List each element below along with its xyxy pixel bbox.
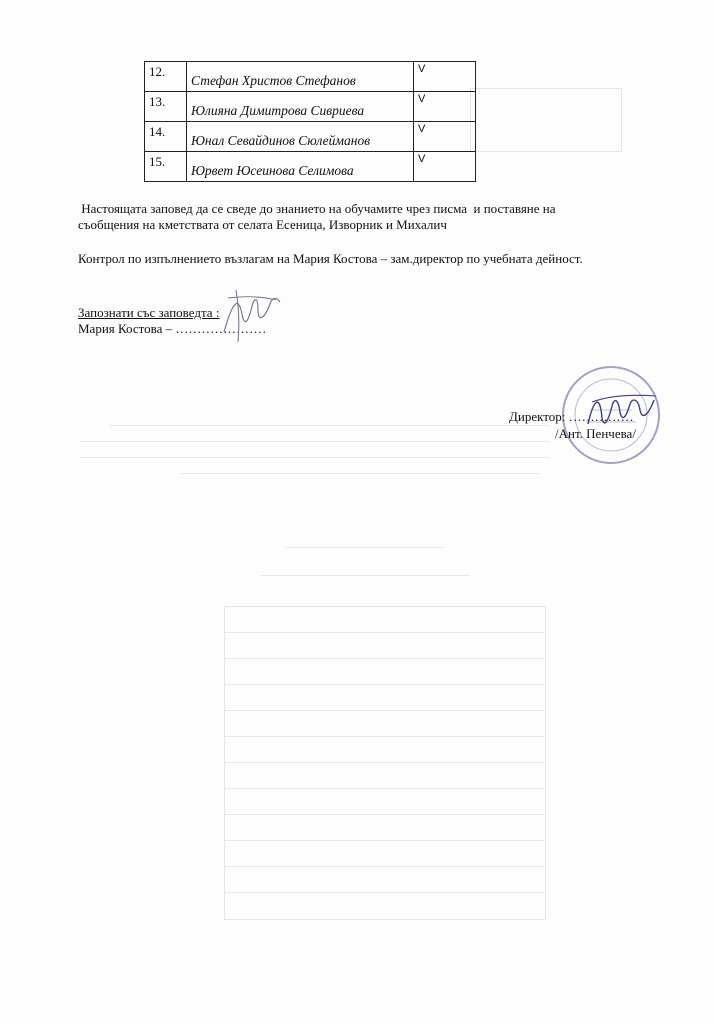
bleed-through-header-box xyxy=(470,88,622,152)
bleed-through-line xyxy=(224,814,544,815)
bleed-through-line xyxy=(224,658,544,659)
table-row xyxy=(145,152,476,182)
row-number: 14. xyxy=(145,122,187,152)
acknowledged-person: Мария Костова – ………………… xyxy=(78,321,267,336)
bleed-through-line xyxy=(224,736,544,737)
student-name: Стефан Христов Стефанов xyxy=(187,62,414,92)
row-number: 15. xyxy=(145,152,187,182)
check-mark: V xyxy=(414,122,476,152)
table-row xyxy=(145,62,476,92)
check-mark: V xyxy=(414,62,476,92)
bleed-through-line xyxy=(110,425,550,426)
bleed-through-line xyxy=(224,762,544,763)
bleed-through-line xyxy=(285,547,445,548)
row-number: 12. xyxy=(145,62,187,92)
acknowledged-heading: Запознати със заповедта : xyxy=(78,305,220,320)
bleed-through-line xyxy=(180,473,540,474)
bleed-through-line xyxy=(224,632,544,633)
director-label: Директор: …………… xyxy=(509,409,634,424)
director-name: /Ант. Пенчева/ xyxy=(555,426,636,441)
bleed-through-line xyxy=(224,866,544,867)
bleed-through-line xyxy=(224,892,544,893)
students-table xyxy=(144,61,476,182)
row-number: 13. xyxy=(145,92,187,122)
table-row xyxy=(145,122,476,152)
bleed-through-line xyxy=(224,788,544,789)
control-paragraph: Контрол по изпълнението възлагам на Мария Костова – зам.директор по учебната дейност. xyxy=(78,251,583,266)
bleed-through-line xyxy=(80,457,550,458)
bleed-through-line xyxy=(224,710,544,711)
bleed-through-line xyxy=(224,840,544,841)
bleed-through-line xyxy=(224,684,544,685)
student-name: Юлияна Димитрова Сивриева xyxy=(187,92,414,122)
bleed-through-line xyxy=(260,575,470,576)
bleed-through-line xyxy=(80,441,550,442)
notification-paragraph-line1: Настоящата заповед да се сведе до знанието на обучамите чрез писма и поставяне на xyxy=(78,201,556,216)
check-mark: V xyxy=(414,152,476,182)
bleed-through-table xyxy=(224,606,546,920)
student-name: Юнал Севайдинов Сюлейманов xyxy=(187,122,414,152)
student-name: Юрвет Юсеинова Селимова xyxy=(187,152,414,182)
table-row xyxy=(145,92,476,122)
check-mark: V xyxy=(414,92,476,122)
notification-paragraph-line2: съобщения на кметствата от селата Есеница, Изворник и Михалич xyxy=(78,217,447,232)
